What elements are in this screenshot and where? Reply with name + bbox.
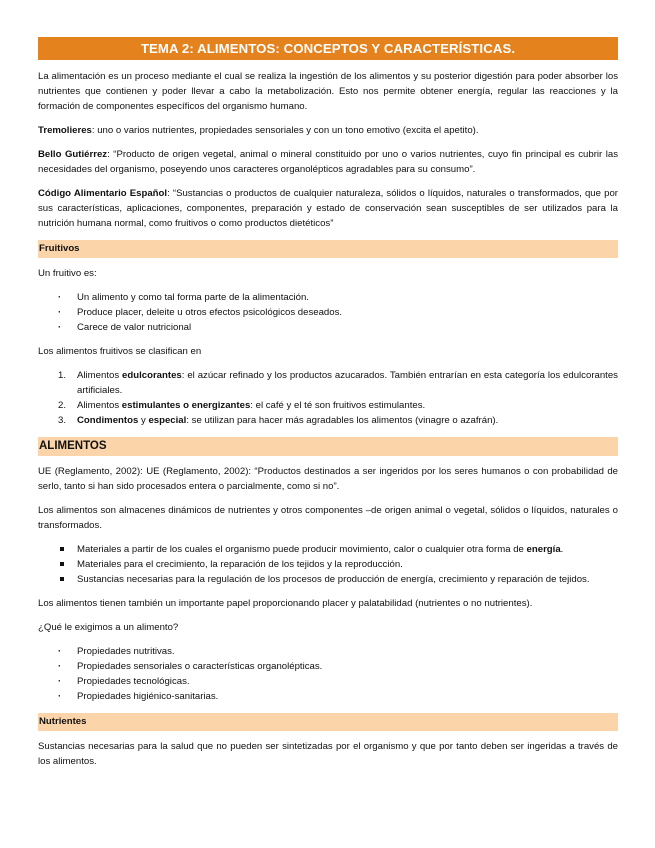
fruitivo-classify-intro: Los alimentos fruitivos se clasifican en [38,346,202,357]
list-item [38,368,618,398]
definition-text: “Sustancias o productos de cualquier naturaleza, sólidos o líquidos, naturales o transformados, que por sus características, aplicaciones, componentes, preparación y estado de conservación sean susceptibles de ser utilizados para la nutrición humana normal, como fruitivos o como productos dietéticos” [38,188,618,229]
requirements-list [38,644,618,704]
almacenes-paragraph: Los alimentos son almacenes dinámicos de nutrientes y otros componentes –de origen animal o vegetal, sólidos o líquidos, naturales o transformados. [38,505,618,531]
list-number: 1. [58,370,67,381]
list-item: · Propiedades higiénico-sanitarias. [38,689,618,704]
materials-list [38,542,618,587]
list-bold-term: edulcorantes [122,370,182,381]
list-item [38,413,618,428]
list-item: · Propiedades nutritivas. [38,644,618,659]
fruitivo-list [38,290,618,335]
list-text: : el café y el té son fruitivos estimulantes. [250,400,426,411]
list-text: y [138,415,149,426]
list-item: Materiales para el crecimiento, la reparación de los tejidos y la reproducción. [38,557,618,572]
definition-separator: : [91,125,98,136]
list-item: Sustancias necesarias para la regulación de los procesos de producción de energía, crecimiento y reparación de tejidos. [38,572,618,587]
list-text: Alimentos [77,370,123,381]
definition-text: “Producto de origen vegetal, animal o mineral constituido por uno o varios nutrientes, cuyo fin principal es cubrir las necesidades del organismo, poseyendo unos caracteres organolépticos agradables para su consumo”. [38,149,618,175]
list-item: · Propiedades sensoriales o características organolépticas. [38,659,618,674]
list-item: · Carece de valor nutricional [38,320,618,335]
list-item [38,542,618,557]
list-item: · Un alimento y como tal forma parte de la alimentación. [38,290,618,305]
list-text: : el azúcar refinado y los productos azucarados. También entrarían en esta categoría los edulcorantes artificiales. [77,370,618,396]
document-content [38,37,618,778]
definition-separator: : [107,149,114,160]
definition-author: Código Alimentario Español [38,188,168,199]
question-paragraph: ¿Qué le exigimos a un alimento? [38,622,179,633]
list-text: Alimentos [77,400,122,411]
page-title: TEMA 2: ALIMENTOS: CONCEPTOS Y CARACTERÍSTICAS. [38,37,618,60]
list-text: Materiales a partir de los cuales el organismo puede producir movimiento, calor o cualquier otra forma de [77,544,527,555]
list-item: · Produce placer, deleite u otros efectos psicológicos deseados. [38,305,618,320]
list-text: : se utilizan para hacer más agradables los alimentos (vinagre o azafrán). [186,415,499,426]
intro-paragraph: La alimentación es un proceso mediante el cual se realiza la ingestión de los alimentos y su posterior digestión para poder absorber los nutrientes que contienen y poder llevar a cabo la metabolización. Esto nos permite obtener energía, regular las reacciones y la formación de componentes específicos del organismo humano. [38,71,618,112]
list-bold-term: Condimentos [77,415,139,426]
definition-tremolieres [38,123,618,138]
definition-author: Bello Gutiérrez [38,149,108,160]
list-number: 3. [58,415,67,426]
definition-codigo [38,186,618,231]
fruitivo-intro: Un fruitivo es: [38,268,97,279]
section-heading-fruitivos: Fruitivos [38,240,618,258]
ue-definition: UE (Reglamento, 2002): UE (Reglamento, 2002): “Productos destinados a ser ingeridos por los seres humanos o con probabilidad de serlo, tanto si han sido procesados entera o parcialmente, como si no”. [38,466,618,492]
list-bold-term: energía [526,544,561,555]
list-number: 2. [58,400,67,411]
section-heading-alimentos: ALIMENTOS [38,437,618,456]
nutrientes-paragraph: Sustancias necesarias para la salud que no pueden ser sintetizadas por el organismo y que por tanto deben ser ingeridas a través de los alimentos. [38,741,618,767]
definition-separator: : [167,188,173,199]
list-bold-term: especial [148,415,187,426]
definition-bello [38,147,618,177]
list-item: · Propiedades tecnológicas. [38,674,618,689]
list-text: . [560,544,564,555]
list-bold-term: estimulantes o energizantes [121,400,251,411]
section-heading-nutrientes: Nutrientes [38,713,618,731]
definition-author: Tremolieres [38,125,92,136]
list-item [38,398,618,413]
definition-text: uno o varios nutrientes, propiedades sensoriales y con un tono emotivo (excita el apetito). [97,125,479,136]
fruitivo-classes-list [38,368,618,428]
placer-paragraph: Los alimentos tienen también un importante papel proporcionando placer y palatabilidad (nutrientes o no nutrientes). [38,598,533,609]
